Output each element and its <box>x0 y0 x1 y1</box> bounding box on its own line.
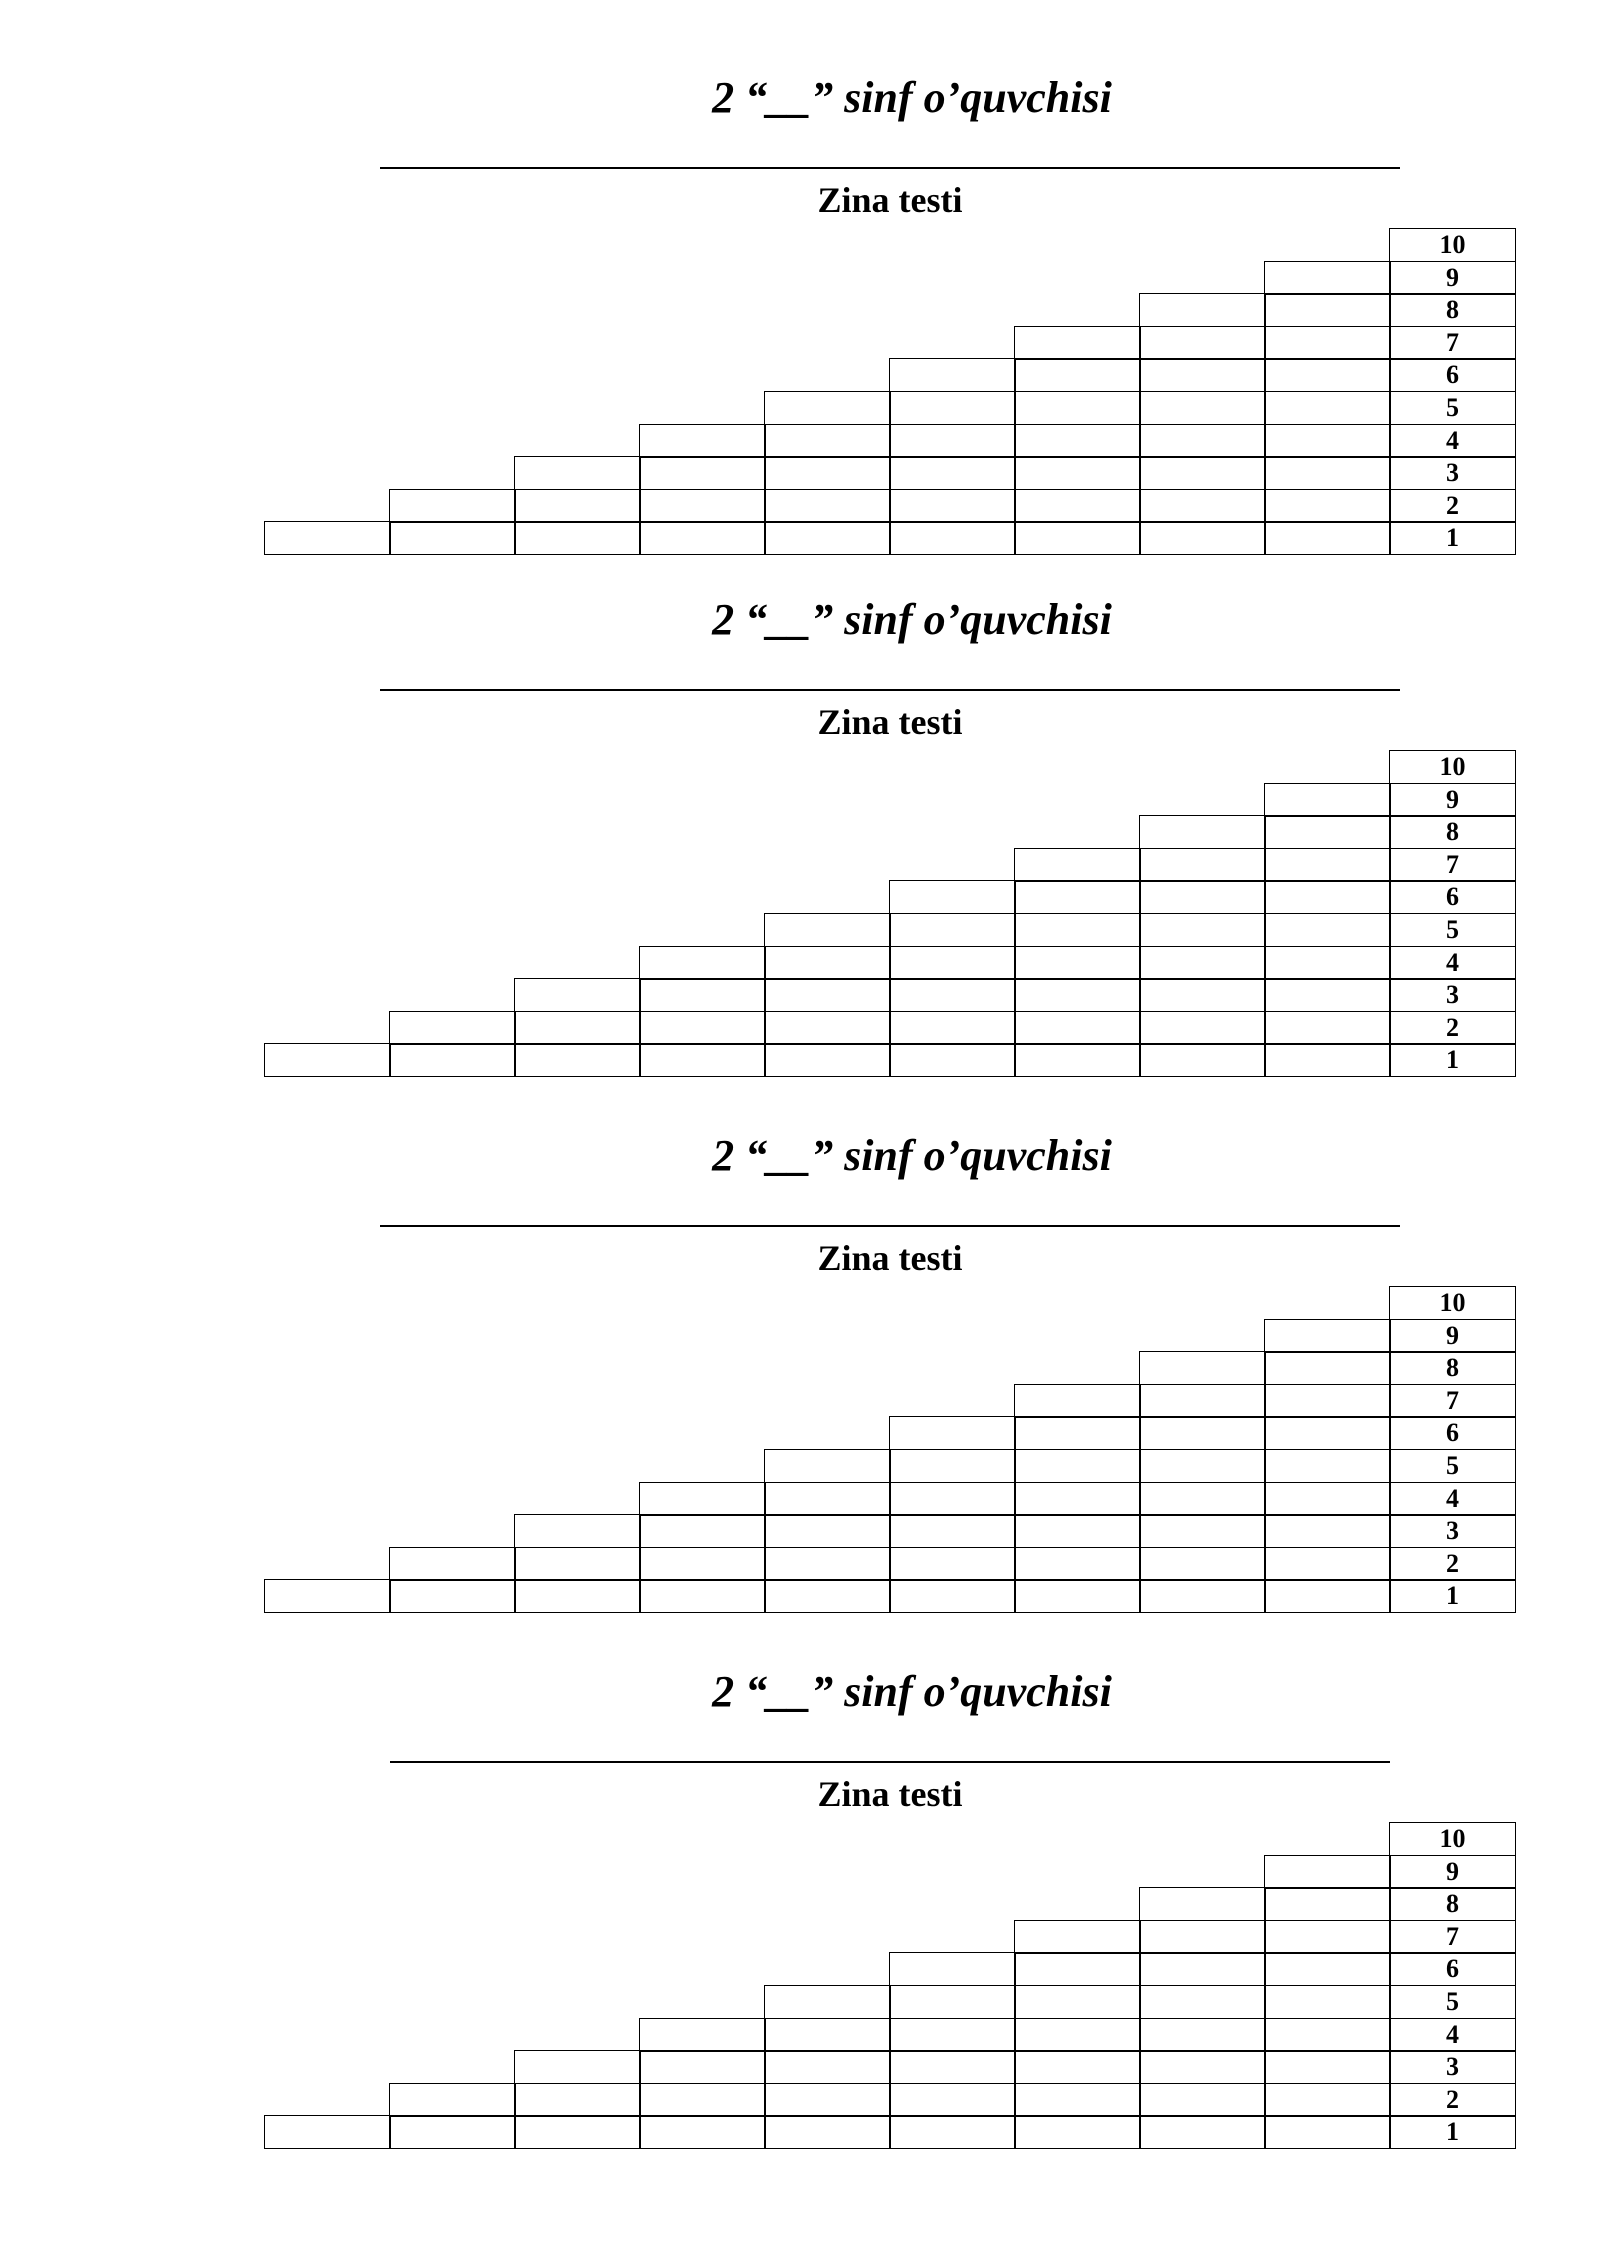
stair-cell[interactable] <box>639 978 766 1012</box>
stair-cell[interactable] <box>514 1011 641 1045</box>
level-cell <box>1389 358 1516 392</box>
level-cell <box>1389 1319 1516 1353</box>
stair-cell[interactable] <box>389 1579 516 1613</box>
stair-cell[interactable] <box>1139 1351 1266 1385</box>
stair-cell[interactable] <box>514 1514 641 1548</box>
level-cell <box>1389 978 1516 1012</box>
stair-cell[interactable] <box>1014 2050 1141 2084</box>
stair-cell[interactable] <box>1014 521 1141 555</box>
level-cell <box>1389 1384 1516 1418</box>
level-number: 2 <box>1446 1548 1459 1578</box>
class-title: 2 “__” sinf o’quvchisi <box>712 1667 1112 1716</box>
staircase-grid <box>0 70 1600 610</box>
level-cell <box>1389 1514 1516 1548</box>
stair-cell[interactable] <box>1014 456 1141 490</box>
level-number: 3 <box>1446 1516 1459 1546</box>
stair-cell[interactable] <box>1139 946 1266 980</box>
stair-cell[interactable] <box>1264 1985 1391 2019</box>
stair-cell[interactable] <box>1264 521 1391 555</box>
stair-cell[interactable] <box>764 1547 891 1581</box>
stair-cell[interactable] <box>1139 1887 1266 1921</box>
stair-cell[interactable] <box>1014 1011 1141 1045</box>
stair-cell[interactable] <box>1139 1384 1266 1418</box>
staircase-grid <box>0 592 1600 1132</box>
stair-cell[interactable] <box>1264 489 1391 523</box>
stair-cell[interactable] <box>1014 489 1141 523</box>
stair-cell[interactable] <box>264 2115 391 2149</box>
stair-cell[interactable] <box>1014 1920 1141 1954</box>
stair-cell[interactable] <box>1264 946 1391 980</box>
stair-cell[interactable] <box>514 2115 641 2149</box>
level-cell <box>1389 1579 1516 1613</box>
stair-cell[interactable] <box>1139 293 1266 327</box>
stair-cell[interactable] <box>889 1482 1016 1516</box>
stair-cell[interactable] <box>389 521 516 555</box>
stair-cell[interactable] <box>264 1579 391 1613</box>
level-cell <box>1389 1887 1516 1921</box>
stair-cell[interactable] <box>639 1547 766 1581</box>
stair-cell[interactable] <box>764 1482 891 1516</box>
stair-cell[interactable] <box>1139 1579 1266 1613</box>
level-number: 9 <box>1446 1320 1459 1350</box>
level-number: 1 <box>1446 2117 1459 2147</box>
stair-cell[interactable] <box>1264 391 1391 425</box>
stair-cell[interactable] <box>1264 326 1391 360</box>
stair-cell[interactable] <box>1014 1985 1141 2019</box>
test-subtitle: Zina testi <box>817 702 963 742</box>
stair-cell[interactable] <box>1264 1384 1391 1418</box>
stair-cell[interactable] <box>889 1043 1016 1077</box>
stair-cell[interactable] <box>1264 1011 1391 1045</box>
level-number: 2 <box>1446 1012 1459 1042</box>
level-number: 6 <box>1446 882 1459 912</box>
stair-cell[interactable] <box>889 1985 1016 2019</box>
level-number: 8 <box>1446 295 1459 325</box>
stair-cell[interactable] <box>889 424 1016 458</box>
stair-cell[interactable] <box>1264 1579 1391 1613</box>
stair-cell[interactable] <box>1139 1920 1266 1954</box>
stair-cell[interactable] <box>1139 326 1266 360</box>
stair-cell[interactable] <box>639 1514 766 1548</box>
stair-cell[interactable] <box>1014 978 1141 1012</box>
stair-cell[interactable] <box>1139 424 1266 458</box>
level-number: 2 <box>1446 490 1459 520</box>
stair-cell[interactable] <box>514 456 641 490</box>
level-number: 10 <box>1439 1288 1466 1317</box>
stair-cell[interactable] <box>764 456 891 490</box>
level-number: 8 <box>1446 817 1459 847</box>
stair-cell[interactable] <box>1139 489 1266 523</box>
level-cell <box>1389 1952 1516 1986</box>
stair-cell[interactable] <box>1139 2018 1266 2052</box>
stair-cell[interactable] <box>764 489 891 523</box>
stair-cell[interactable] <box>1139 978 1266 1012</box>
stair-cell[interactable] <box>1264 1416 1391 1450</box>
level-number: 6 <box>1446 1418 1459 1448</box>
stair-cell[interactable] <box>764 1514 891 1548</box>
stair-cell[interactable] <box>514 1043 641 1077</box>
stair-cell[interactable] <box>639 1043 766 1077</box>
stair-cell[interactable] <box>889 521 1016 555</box>
stair-cell[interactable] <box>389 2115 516 2149</box>
stair-cell[interactable] <box>639 1579 766 1613</box>
stair-cell[interactable] <box>1264 815 1391 849</box>
level-cell <box>1389 1449 1516 1483</box>
level-cell <box>1389 1547 1516 1581</box>
level-number: 5 <box>1446 393 1459 422</box>
stair-cell[interactable] <box>1139 1547 1266 1581</box>
stair-cell[interactable] <box>1139 2050 1266 2084</box>
level-number: 6 <box>1446 1954 1459 1984</box>
level-number: 5 <box>1446 1451 1459 1480</box>
level-cell <box>1389 2115 1516 2149</box>
stair-cell[interactable] <box>1139 358 1266 392</box>
stair-cell[interactable] <box>1264 783 1391 817</box>
stair-cell[interactable] <box>764 2083 891 2117</box>
stair-cell[interactable] <box>1014 2018 1141 2052</box>
stair-cell[interactable] <box>1139 391 1266 425</box>
level-cell <box>1389 2018 1516 2052</box>
level-number: 10 <box>1439 752 1466 781</box>
stair-cell[interactable] <box>1264 1482 1391 1516</box>
stair-cell[interactable] <box>1139 2115 1266 2149</box>
level-number: 4 <box>1446 425 1459 455</box>
stair-cell[interactable] <box>764 2050 891 2084</box>
stair-cell[interactable] <box>889 391 1016 425</box>
test-block <box>0 70 1600 610</box>
stair-cell[interactable] <box>764 424 891 458</box>
stair-cell[interactable] <box>889 2083 1016 2117</box>
stair-cell[interactable] <box>1264 293 1391 327</box>
stair-cell[interactable] <box>1014 1416 1141 1450</box>
level-number: 2 <box>1446 2084 1459 2114</box>
level-number: 10 <box>1439 230 1466 259</box>
stair-cell[interactable] <box>764 913 891 947</box>
stair-cell[interactable] <box>514 1547 641 1581</box>
stair-cell[interactable] <box>1264 978 1391 1012</box>
stair-cell[interactable] <box>389 489 516 523</box>
level-cell <box>1389 261 1516 295</box>
level-number: 4 <box>1446 2019 1459 2049</box>
class-title: 2 “__” sinf o’quvchisi <box>712 595 1112 644</box>
stair-cell[interactable] <box>639 946 766 980</box>
stair-cell[interactable] <box>639 489 766 523</box>
stair-cell[interactable] <box>764 1011 891 1045</box>
stair-cell[interactable] <box>1264 1514 1391 1548</box>
level-cell <box>1389 946 1516 980</box>
level-cell <box>1389 880 1516 914</box>
level-cell <box>1389 1351 1516 1385</box>
stair-cell[interactable] <box>1014 1952 1141 1986</box>
stair-cell[interactable] <box>1014 358 1141 392</box>
level-cell <box>1389 783 1516 817</box>
test-subtitle: Zina testi <box>817 180 963 220</box>
stair-cell[interactable] <box>1139 880 1266 914</box>
stair-cell[interactable] <box>1264 1920 1391 1954</box>
stair-cell[interactable] <box>1264 1855 1391 1889</box>
level-number: 5 <box>1446 1987 1459 2016</box>
stair-cell[interactable] <box>889 946 1016 980</box>
level-cell <box>1389 456 1516 490</box>
stair-cell[interactable] <box>1139 1043 1266 1077</box>
stair-cell[interactable] <box>639 456 766 490</box>
stair-cell[interactable] <box>1014 424 1141 458</box>
stair-cell[interactable] <box>639 2115 766 2149</box>
stair-cell[interactable] <box>639 1482 766 1516</box>
test-block <box>0 1128 1600 1668</box>
stair-cell[interactable] <box>1264 913 1391 947</box>
level-number: 1 <box>1446 1581 1459 1611</box>
level-cell <box>1389 848 1516 882</box>
stair-cell[interactable] <box>264 1043 391 1077</box>
stair-cell[interactable] <box>889 2018 1016 2052</box>
level-cell <box>1389 815 1516 849</box>
stair-cell[interactable] <box>639 521 766 555</box>
level-cell <box>1389 1920 1516 1954</box>
stair-cell[interactable] <box>889 1952 1016 1986</box>
level-number: 1 <box>1446 1045 1459 1075</box>
level-number: 9 <box>1446 262 1459 292</box>
level-cell <box>1389 1855 1516 1889</box>
stair-cell[interactable] <box>764 2115 891 2149</box>
level-number: 4 <box>1446 1483 1459 1513</box>
level-number: 4 <box>1446 947 1459 977</box>
level-number: 7 <box>1446 849 1459 879</box>
stair-cell[interactable] <box>1264 848 1391 882</box>
stair-cell[interactable] <box>764 1579 891 1613</box>
stair-cell[interactable] <box>639 424 766 458</box>
stair-cell[interactable] <box>1014 848 1141 882</box>
stair-cell[interactable] <box>764 2018 891 2052</box>
stair-cell[interactable] <box>1139 521 1266 555</box>
level-cell <box>1389 2050 1516 2084</box>
stair-cell[interactable] <box>514 521 641 555</box>
level-cell <box>1389 1985 1516 2019</box>
stair-cell[interactable] <box>1139 1416 1266 1450</box>
level-cell <box>1389 1822 1516 1856</box>
stair-cell[interactable] <box>1014 1449 1141 1483</box>
level-number: 8 <box>1446 1889 1459 1919</box>
stair-cell[interactable] <box>764 521 891 555</box>
stair-cell[interactable] <box>1264 1351 1391 1385</box>
level-cell <box>1389 1011 1516 1045</box>
stair-cell[interactable] <box>1264 2115 1391 2149</box>
stair-cell[interactable] <box>639 2083 766 2117</box>
stair-cell[interactable] <box>1139 1482 1266 1516</box>
level-number: 9 <box>1446 1856 1459 1886</box>
test-block <box>0 1664 1600 2204</box>
stair-cell[interactable] <box>1014 880 1141 914</box>
stair-cell[interactable] <box>1264 456 1391 490</box>
class-title: 2 “__” sinf o’quvchisi <box>712 1131 1112 1180</box>
level-cell <box>1389 391 1516 425</box>
stair-cell[interactable] <box>889 978 1016 1012</box>
stair-cell[interactable] <box>889 2050 1016 2084</box>
stair-cell[interactable] <box>889 1547 1016 1581</box>
level-number: 3 <box>1446 2052 1459 2082</box>
stair-cell[interactable] <box>889 880 1016 914</box>
level-cell <box>1389 1482 1516 1516</box>
stair-cell[interactable] <box>764 1449 891 1483</box>
staircase-grid <box>0 1128 1600 1668</box>
stair-cell[interactable] <box>1014 1384 1141 1418</box>
stair-cell[interactable] <box>889 1449 1016 1483</box>
level-number: 10 <box>1439 1824 1466 1853</box>
stair-cell[interactable] <box>1264 1449 1391 1483</box>
test-subtitle: Zina testi <box>817 1238 963 1278</box>
stair-cell[interactable] <box>389 1043 516 1077</box>
stair-cell[interactable] <box>889 358 1016 392</box>
stair-cell[interactable] <box>889 489 1016 523</box>
stair-cell[interactable] <box>1264 880 1391 914</box>
stair-cell[interactable] <box>1014 1579 1141 1613</box>
level-number: 7 <box>1446 1921 1459 1951</box>
stair-cell[interactable] <box>1014 1514 1141 1548</box>
stair-cell[interactable] <box>1014 1482 1141 1516</box>
level-number: 1 <box>1446 523 1459 553</box>
stair-cell[interactable] <box>1264 1952 1391 1986</box>
level-cell <box>1389 521 1516 555</box>
stair-cell[interactable] <box>1139 1514 1266 1548</box>
stair-cell[interactable] <box>389 1547 516 1581</box>
stair-cell[interactable] <box>514 2050 641 2084</box>
stair-cell[interactable] <box>514 978 641 1012</box>
stair-cell[interactable] <box>1264 2018 1391 2052</box>
stair-cell[interactable] <box>1264 1319 1391 1353</box>
stair-cell[interactable] <box>889 1011 1016 1045</box>
level-cell <box>1389 2083 1516 2117</box>
stair-cell[interactable] <box>1139 1011 1266 1045</box>
level-cell <box>1389 228 1516 262</box>
stair-cell[interactable] <box>1264 1043 1391 1077</box>
stair-cell[interactable] <box>1264 261 1391 295</box>
stair-cell[interactable] <box>1139 1449 1266 1483</box>
stair-cell[interactable] <box>389 1011 516 1045</box>
stair-cell[interactable] <box>1264 2050 1391 2084</box>
stair-cell[interactable] <box>264 521 391 555</box>
stair-cell[interactable] <box>1014 391 1141 425</box>
stair-cell[interactable] <box>1264 424 1391 458</box>
test-block <box>0 592 1600 1132</box>
level-number: 9 <box>1446 784 1459 814</box>
stair-cell[interactable] <box>514 2083 641 2117</box>
level-cell <box>1389 489 1516 523</box>
stair-cell[interactable] <box>764 978 891 1012</box>
level-cell <box>1389 1416 1516 1450</box>
stair-cell[interactable] <box>764 391 891 425</box>
stair-cell[interactable] <box>1014 326 1141 360</box>
stair-cell[interactable] <box>1014 2083 1141 2117</box>
stair-cell[interactable] <box>639 1011 766 1045</box>
level-cell <box>1389 1043 1516 1077</box>
stair-cell[interactable] <box>889 913 1016 947</box>
stair-cell[interactable] <box>1139 1985 1266 2019</box>
level-number: 6 <box>1446 360 1459 390</box>
stair-cell[interactable] <box>1014 913 1141 947</box>
stair-cell[interactable] <box>764 1985 891 2019</box>
stair-cell[interactable] <box>1139 848 1266 882</box>
level-number: 8 <box>1446 1353 1459 1383</box>
stair-cell[interactable] <box>1139 815 1266 849</box>
level-cell <box>1389 1286 1516 1320</box>
stair-cell[interactable] <box>639 2018 766 2052</box>
stair-cell[interactable] <box>639 2050 766 2084</box>
stair-cell[interactable] <box>889 1514 1016 1548</box>
stair-cell[interactable] <box>1014 1043 1141 1077</box>
stair-cell[interactable] <box>1014 2115 1141 2149</box>
stair-cell[interactable] <box>889 1579 1016 1613</box>
level-number: 3 <box>1446 458 1459 488</box>
stair-cell[interactable] <box>1264 1547 1391 1581</box>
level-number: 7 <box>1446 1385 1459 1415</box>
level-number: 3 <box>1446 980 1459 1010</box>
staircase-grid <box>0 1664 1600 2204</box>
level-number: 5 <box>1446 915 1459 944</box>
stair-cell[interactable] <box>764 946 891 980</box>
stair-cell[interactable] <box>389 2083 516 2117</box>
level-cell <box>1389 326 1516 360</box>
level-number: 7 <box>1446 327 1459 357</box>
level-cell <box>1389 750 1516 784</box>
stair-cell[interactable] <box>889 456 1016 490</box>
stair-cell[interactable] <box>1139 2083 1266 2117</box>
stair-cell[interactable] <box>1014 946 1141 980</box>
stair-cell[interactable] <box>1139 913 1266 947</box>
stair-cell[interactable] <box>1264 358 1391 392</box>
stair-cell[interactable] <box>889 1416 1016 1450</box>
level-cell <box>1389 293 1516 327</box>
stair-cell[interactable] <box>1139 1952 1266 1986</box>
class-title: 2 “__” sinf o’quvchisi <box>712 73 1112 122</box>
stair-cell[interactable] <box>1264 2083 1391 2117</box>
stair-cell[interactable] <box>514 1579 641 1613</box>
test-subtitle: Zina testi <box>817 1774 963 1814</box>
stair-cell[interactable] <box>764 1043 891 1077</box>
stair-cell[interactable] <box>1014 1547 1141 1581</box>
stair-cell[interactable] <box>889 2115 1016 2149</box>
level-cell <box>1389 424 1516 458</box>
stair-cell[interactable] <box>514 489 641 523</box>
level-cell <box>1389 913 1516 947</box>
stair-cell[interactable] <box>1264 1887 1391 1921</box>
stair-cell[interactable] <box>1139 456 1266 490</box>
